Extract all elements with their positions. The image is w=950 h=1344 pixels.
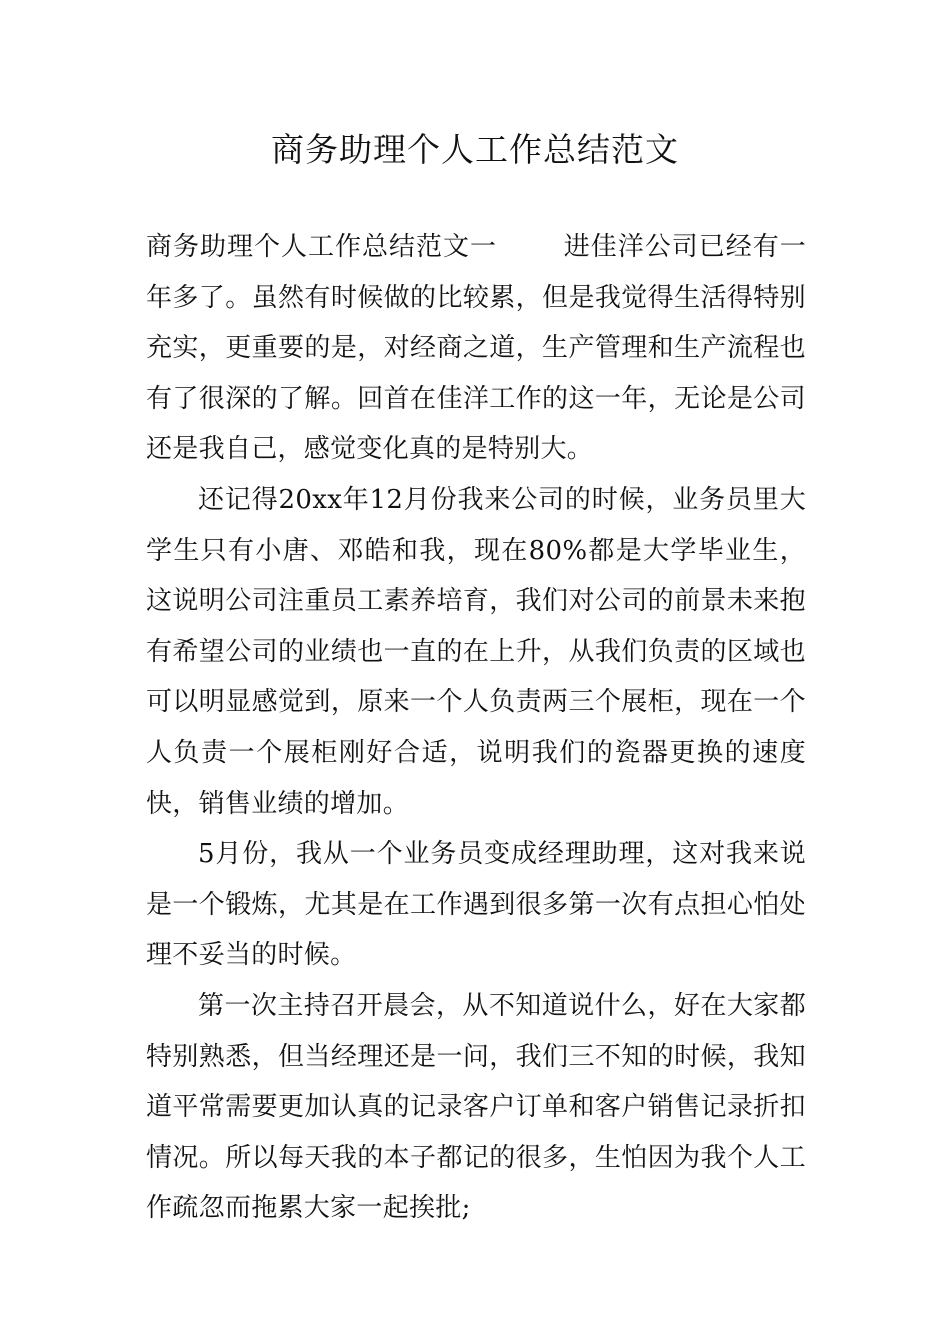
paragraph-1-text: 进佳洋公司已经有一年多了。虽然有时候做的比较累，但是我觉得生活得特别充实，更重要的是，对经商之道，生产管理和生产流程也有了很深的了解。回首在佳洋工作的这一年，无论是公司还是我自己，感觉变化真的是特别大。 [146,232,806,465]
paragraph-2: 还记得20xx年12月份我来公司的时候，业务员里大学生只有小唐、邓皓和我，现在80%都是大学毕业生，这说明公司注重员工素养培育，我们对公司的前景未来抱有希望公司的业绩也一直的在上升，从我们负责的区域也可以明显感觉到，原来一个人负责两三个展柜，现在一个人负责一个展柜刚好合适，说明我们的瓷器更换的速度快，销售业绩的增加。 [146,484,806,819]
paragraph-1 [146,222,806,475]
document-body [146,222,806,1234]
document-title: 商务助理个人工作总结范文 [271,130,679,169]
paragraph-1-lead: 商务助理个人工作总结范文一 [146,232,497,262]
paragraph-4: 第一次主持召开晨会，从不知道说什么，好在大家都特别熟悉，但当经理还是一问，我们三不知的时候，我知道平常需要更加认真的记录客户订单和客户销售记录折扣情况。所以每天我的本子都记的很多，生怕因为我个人工作疏忽而拖累大家一起挨批; [146,990,806,1224]
paragraph-3: 5月份，我从一个业务员变成经理助理，这对我来说是一个锻炼，尤其是在工作遇到很多第一次有点担心怕处理不妥当的时候。 [146,839,806,971]
